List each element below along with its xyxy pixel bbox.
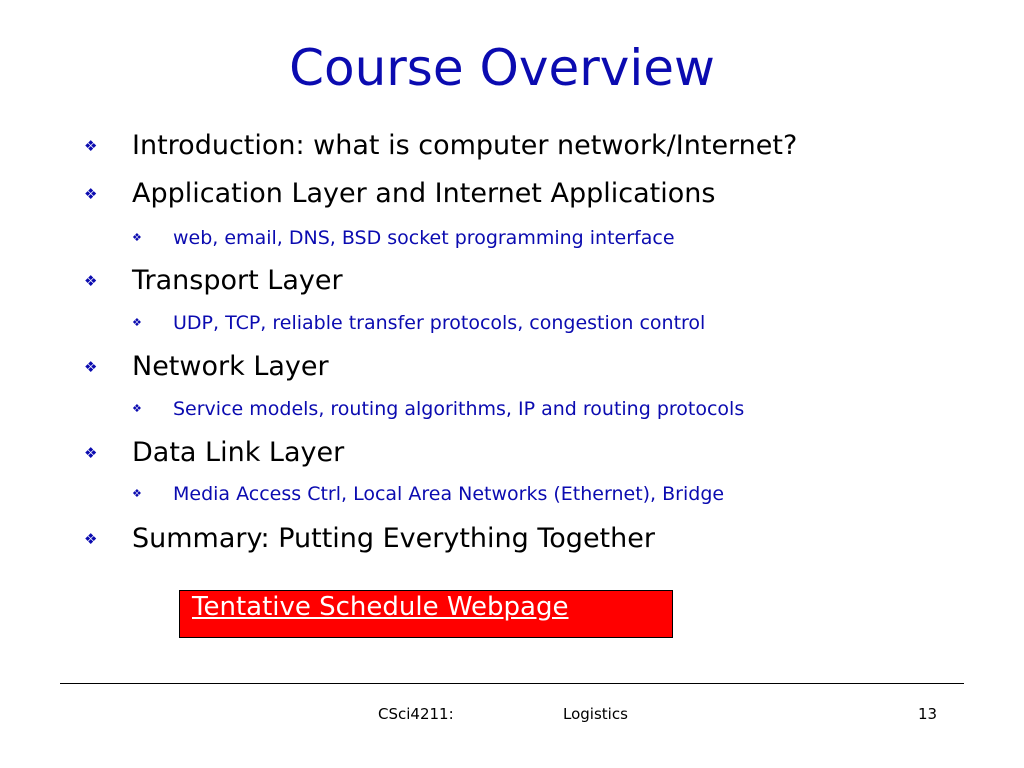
diamond-bullet-icon: ❖ bbox=[84, 272, 98, 290]
bullet-text: Summary: Putting Everything Together bbox=[132, 523, 655, 554]
schedule-link-box bbox=[179, 590, 673, 638]
bullet-text: Network Layer bbox=[132, 351, 329, 382]
tentative-schedule-link[interactable]: Tentative Schedule Webpage bbox=[192, 592, 569, 622]
diamond-bullet-icon: ❖ bbox=[84, 444, 98, 462]
diamond-bullet-icon: ❖ bbox=[84, 358, 98, 376]
footer-divider bbox=[60, 683, 964, 684]
sub-bullet-text: web, email, DNS, BSD socket programming interface bbox=[173, 227, 675, 249]
footer-topic: Logistics bbox=[563, 705, 628, 723]
diamond-bullet-icon: ❖ bbox=[84, 530, 98, 548]
bullet-text: Data Link Layer bbox=[132, 437, 345, 468]
sub-bullet-text: UDP, TCP, reliable transfer protocols, congestion control bbox=[173, 312, 706, 334]
diamond-bullet-icon: ❖ bbox=[132, 316, 142, 329]
diamond-bullet-icon: ❖ bbox=[132, 487, 142, 500]
slide-title: Course Overview bbox=[289, 39, 715, 97]
diamond-bullet-icon: ❖ bbox=[132, 231, 142, 244]
bullet-text: Transport Layer bbox=[132, 265, 343, 296]
sub-bullet-text: Media Access Ctrl, Local Area Networks (Ethernet), Bridge bbox=[173, 483, 725, 505]
sub-bullet-text: Service models, routing algorithms, IP and routing protocols bbox=[173, 398, 745, 420]
diamond-bullet-icon: ❖ bbox=[84, 137, 98, 155]
page-number: 13 bbox=[918, 705, 938, 723]
diamond-bullet-icon: ❖ bbox=[84, 185, 98, 203]
footer-course: CSci4211: bbox=[378, 705, 454, 723]
diamond-bullet-icon: ❖ bbox=[132, 402, 142, 415]
bullet-text: Application Layer and Internet Applications bbox=[132, 178, 716, 209]
bullet-text: Introduction: what is computer network/Internet? bbox=[132, 130, 798, 161]
